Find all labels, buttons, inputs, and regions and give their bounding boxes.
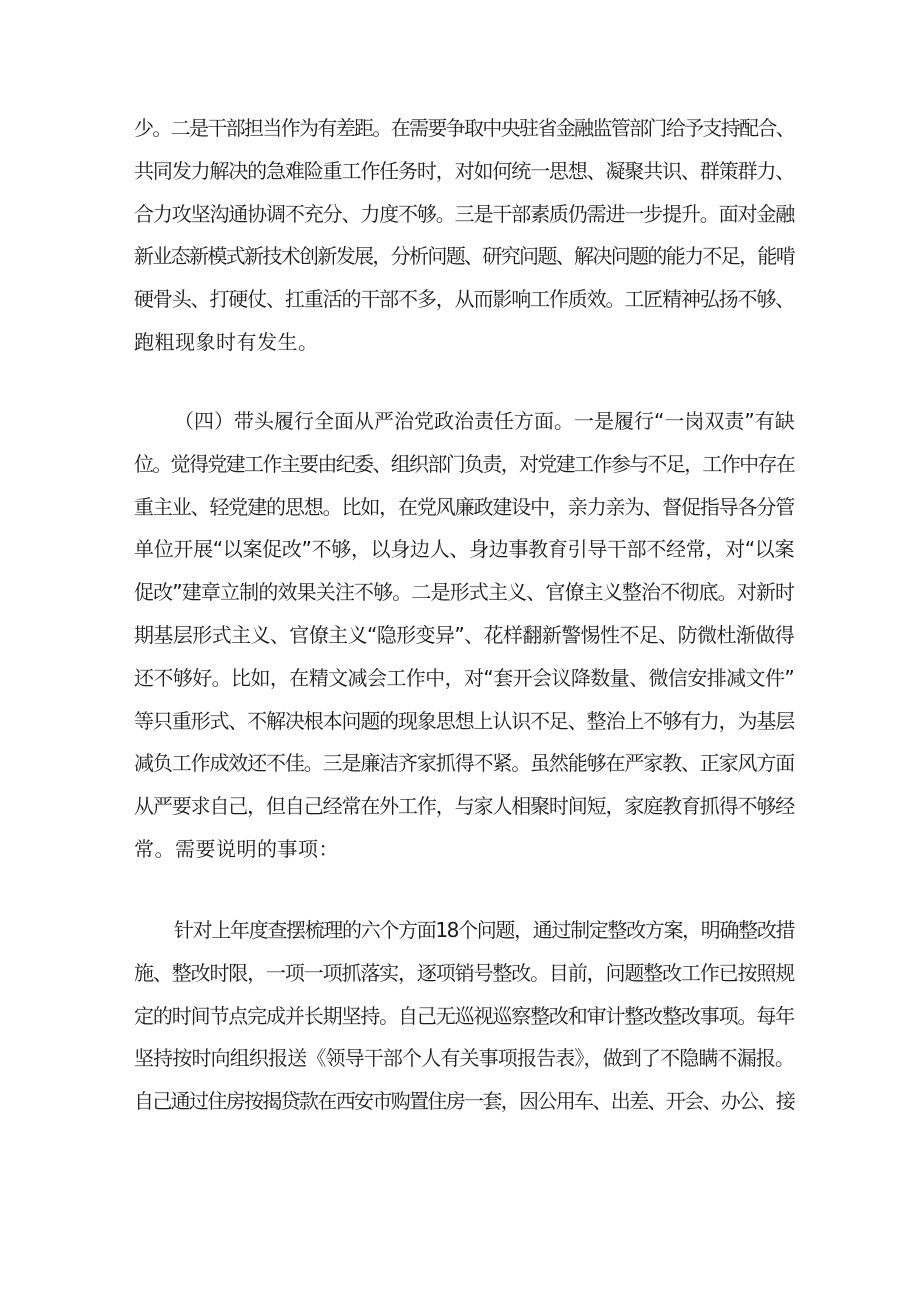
text-line: 还不够好。比如，在精文减会工作中，对“套开会议降数量、微信安排减文件” bbox=[134, 665, 794, 690]
text-line: 减负工作成效还不佳。三是廉洁齐家抓得不紧。虽然能够在严家教、正家风方面 bbox=[134, 751, 794, 776]
text-line: 少。二是干部担当作为有差距。在需要争取中央驻省金融监管部门给予支持配合、 bbox=[134, 116, 794, 140]
text-line: 施、整改时限，一项一项抓落实，逐项销号整改。目前，问题整改工作已按照规 bbox=[134, 960, 794, 985]
text-line: 重主业、轻党建的思想。比如，在党风廉政建设中，亲力亲为、督促指导各分管 bbox=[134, 494, 794, 519]
text-line: 自己通过住房按揭贷款在西安市购置住房一套，因公用车、出差、开会、办公、接 bbox=[134, 1089, 794, 1114]
paragraph-3 bbox=[134, 909, 794, 1123]
text-line: （四）带头履行全面从严治党政治责任方面。一是履行“一岗双责”有缺 bbox=[174, 409, 795, 433]
text-line: 共同发力解决的急难险重工作任务时，对如何统一思想、凝聚共识、群策群力、 bbox=[134, 158, 794, 183]
paragraph-2 bbox=[134, 400, 794, 871]
text-line: 跑粗现象时有发生。 bbox=[134, 329, 319, 354]
text-line: 坚持按时向组织报送《领导干部个人有关事项报告表》，做到了不隐瞒不漏报。 bbox=[134, 1046, 794, 1071]
text-line: 期基层形式主义、官僚主义“隐形变异”、花样翻新警惕性不足、防微杜渐做得 bbox=[134, 622, 794, 647]
text-line: 促改”建章立制的效果关注不够。二是形式主义、官僚主义整治不彻底。对新时 bbox=[134, 580, 794, 605]
text-line: 硬骨头、打硬仗、扛重活的干部不多，从而影响工作质效。工匠精神弘扬不够、 bbox=[134, 287, 794, 312]
paragraph-1 bbox=[134, 107, 794, 364]
text-line: 从严要求自己，但自己经常在外工作，与家人相聚时间短，家庭教育抓得不够经 bbox=[134, 794, 794, 819]
text-line: 位。觉得党建工作主要由纪委、组织部门负责，对党建工作参与不足，工作中存在 bbox=[134, 451, 794, 476]
text-line: 常。需要说明的事项： bbox=[134, 836, 339, 861]
text-line: 新业态新模式新技术创新发展，分析问题、研究问题、解决问题的能力不足，能啃 bbox=[134, 244, 794, 269]
text-line: 等只重形式、不解决根本问题的现象思想上认识不足、整治上不够有力，为基层 bbox=[134, 708, 794, 733]
text-line: 针对上年度查摆梳理的六个方面18个问题，通过制定整改方案，明确整改措 bbox=[174, 918, 794, 942]
text-line: 合力攻坚沟通协调不充分、力度不够。三是干部素质仍需进一步提升。面对金融 bbox=[134, 201, 794, 226]
text-line: 单位开展“以案促改”不够，以身边人、身边事教育引导干部不经常，对“以案 bbox=[134, 537, 794, 562]
text-line: 定的时间节点完成并长期坚持。自己无巡视巡察整改和审计整改整改事项。每年 bbox=[134, 1003, 794, 1028]
